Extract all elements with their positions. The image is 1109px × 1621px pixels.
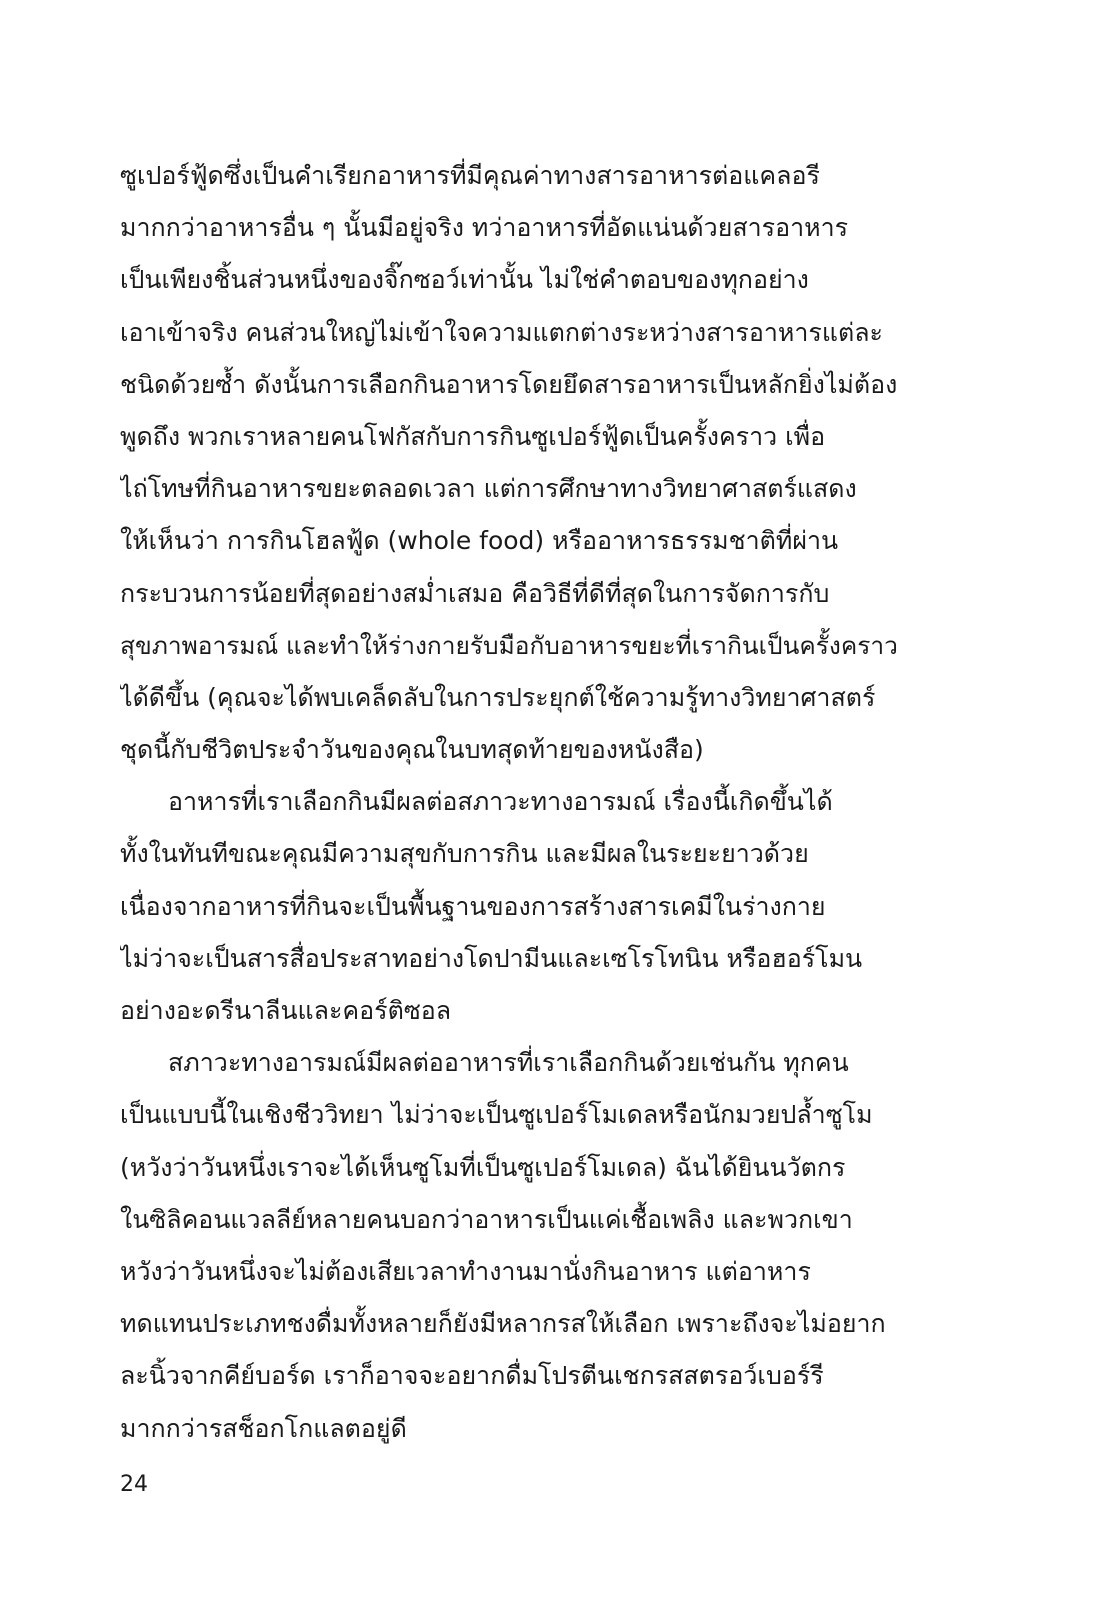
text-line: พูดถึง พวกเราหลายคนโฟกัสกับการกินซูเปอร์ฟู้ดเป็นครั้งคราว เพื่อ <box>120 421 826 451</box>
text-line: ทดแทนประเภทชงดื่มทั้งหลายก็ยังมีหลากรสให้เลือก เพราะถึงจะไม่อยาก <box>120 1309 886 1339</box>
text-line: ไถ่โทษที่กินอาหารขยะตลอดเวลา แต่การศึกษาทางวิทยาศาสตร์แสดง <box>120 474 857 504</box>
text-line: อาหารที่เราเลือกกินมีผลต่อสภาวะทางอารมณ์ เรื่องนี้เกิดขึ้นได้ <box>168 787 833 817</box>
text-line: หวังว่าวันหนึ่งจะไม่ต้องเสียเวลาทำงานมานั่งกินอาหาร แต่อาหาร <box>120 1256 811 1286</box>
text-line: เอาเข้าจริง คนส่วนใหญ่ไม่เข้าใจความแตกต่างระหว่างสารอาหารแต่ละ <box>120 317 883 347</box>
text-line: ละนิ้วจากคีย์บอร์ด เราก็อาจจะอยากดื่มโปรตีนเชกรสสตรอว์เบอร์รี <box>120 1361 824 1391</box>
text-line: มากกว่าอาหารอื่น ๆ นั้นมีอยู่จริง ทว่าอาหารที่อัดแน่นด้วยสารอาหาร <box>120 213 849 243</box>
text-line: ชุดนี้กับชีวิตประจำวันของคุณในบทสุดท้ายของหนังสือ) <box>120 735 704 765</box>
text-line: กระบวนการน้อยที่สุดอย่างสม่ำเสมอ คือวิธีที่ดีที่สุดในการจัดการกับ <box>120 578 830 608</box>
text-line: สุขภาพอารมณ์ และทำให้ร่างกายรับมือกับอาหารขยะที่เรากินเป็นครั้งคราว <box>120 630 898 660</box>
text-line: สภาวะทางอารมณ์มีผลต่ออาหารที่เราเลือกกินด้วยเช่นกัน ทุกคน <box>168 1048 849 1078</box>
page-number: 24 <box>120 1472 148 1497</box>
text-line: ให้เห็นว่า การกินโฮลฟู้ด (whole food) หรืออาหารธรรมชาติที่ผ่าน <box>120 526 839 556</box>
body-text <box>120 150 902 1455</box>
text-line: ได้ดีขึ้น (คุณจะได้พบเคล็ดลับในการประยุกต์ใช้ความรู้ทางวิทยาศาสตร์ <box>120 682 876 712</box>
text-line: ไม่ว่าจะเป็นสารสื่อประสาทอย่างโดปามีนและเซโรโทนิน หรือฮอร์โมน <box>120 943 863 973</box>
text-line: เป็นเพียงชิ้นส่วนหนึ่งของจิ๊กซอว์เท่านั้น ไม่ใช่คำตอบของทุกอย่าง <box>120 265 809 295</box>
text-line: มากกว่ารสช็อกโกแลตอยู่ดี <box>120 1413 407 1443</box>
text-line: เป็นแบบนี้ในเชิงชีววิทยา ไม่ว่าจะเป็นซูเปอร์โมเดลหรือนักมวยปล้ำซูโม <box>120 1100 873 1130</box>
text-line: เนื่องจากอาหารที่กินจะเป็นพื้นฐานของการสร้างสารเคมีในร่างกาย <box>120 891 826 921</box>
text-line: ซูเปอร์ฟู้ดซึ่งเป็นคำเรียกอาหารที่มีคุณค่าทางสารอาหารต่อแคลอรี <box>120 161 820 190</box>
text-line: ทั้งในทันทีขณะคุณมีความสุขกับการกิน และมีผลในระยะยาวด้วย <box>120 839 809 869</box>
text-line: ชนิดด้วยซ้ำ ดังนั้นการเลือกกินอาหารโดยยึดสารอาหารเป็นหลักยิ่งไม่ต้อง <box>120 369 898 399</box>
text-line: อย่างอะดรีนาลีนและคอร์ติซอล <box>120 996 452 1025</box>
text-line: ในซิลิคอนแวลลีย์หลายคนบอกว่าอาหารเป็นแค่เชื้อเพลิง และพวกเขา <box>120 1204 853 1234</box>
text-line: (หวังว่าวันหนึ่งเราจะได้เห็นซูโมที่เป็นซูเปอร์โมเดล) ฉันได้ยินนวัตกร <box>120 1152 846 1182</box>
